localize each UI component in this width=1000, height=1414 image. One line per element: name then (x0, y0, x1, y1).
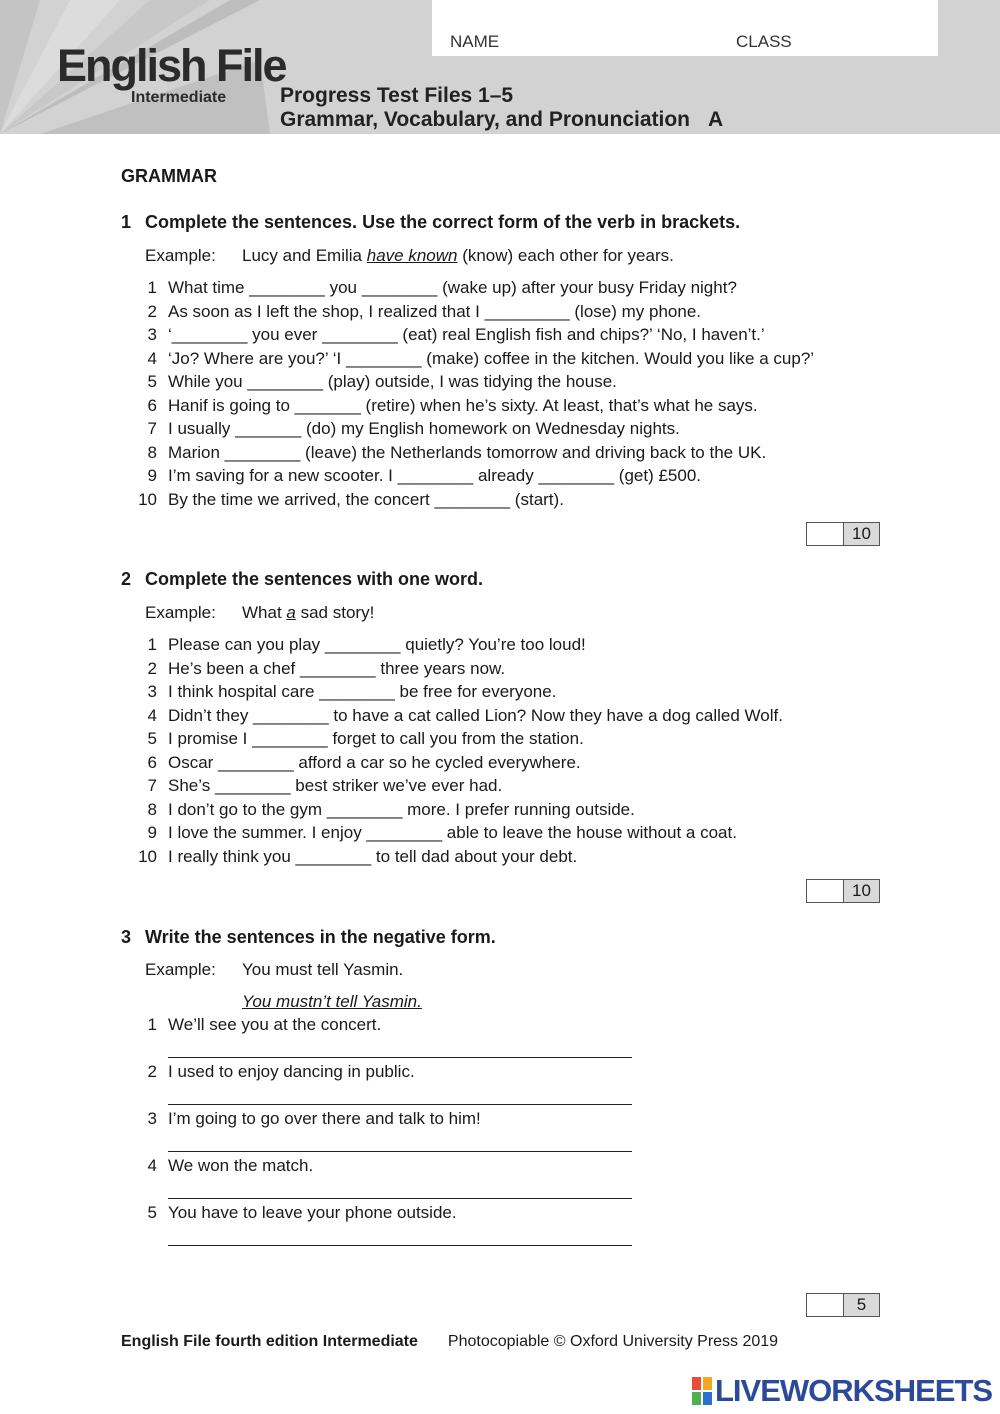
name-class-box (432, 0, 938, 56)
exercise3-title: 3 Write the sentences in the negative form. (121, 927, 496, 947)
liveworksheets-logo-icon (692, 1377, 712, 1405)
list-item: 10 By the time we arrived, the concert ________ (start). (138, 489, 564, 509)
list-item: 5 You have to leave your phone outside. (147, 1203, 457, 1222)
exercise3-example-answer: You mustn’t tell Yasmin. (242, 992, 422, 1011)
name-label: NAME (450, 32, 500, 51)
exercise3-example: Example: You must tell Yasmin. (145, 960, 404, 979)
test-title-line2: Grammar, Vocabulary, and Pronunciation A (280, 108, 724, 131)
brand-level: Intermediate (131, 89, 227, 106)
exercise2-score-box[interactable] (806, 879, 880, 903)
score-total: 10 (844, 880, 879, 902)
page-header (0, 0, 1000, 134)
list-item: 8 Marion ________ (leave) the Netherlands tomorrow and driving back to the UK. (147, 442, 767, 462)
list-item: 2 As soon as I left the shop, I realized that I _________ (lose) my phone. (147, 301, 701, 321)
list-item: 2 He’s been a chef ________ three years now. (147, 658, 506, 678)
score-blank[interactable] (807, 523, 844, 545)
exercise1-title: 1 Complete the sentences. Use the correct form of the verb in brackets. (121, 212, 741, 232)
score-total: 10 (844, 523, 879, 545)
page-footer (121, 1333, 778, 1351)
exercise1-example: Example: Lucy and Emilia have known (know) each other for years. (145, 246, 674, 265)
exercise2-example: Example: What a sad story! (145, 603, 375, 622)
list-item: 4 Didn’t they ________ to have a cat called Lion? Now they have a dog called Wolf. (147, 705, 783, 725)
exercise1-list (131, 276, 901, 511)
answer-line[interactable] (168, 1104, 632, 1105)
example-answer: a (286, 603, 296, 622)
list-item: 4 ‘Jo? Where are you?’ ‘I ________ (make) coffee in the kitchen. Would you like a cup?’ (147, 348, 815, 368)
exercise1-score-box[interactable] (806, 522, 880, 546)
list-item: 1 Please can you play ________ quietly? You’re too loud! (147, 635, 586, 654)
list-item: 8 I don’t go to the gym ________ more. I prefer running outside. (147, 799, 635, 819)
answer-line[interactable] (168, 1057, 632, 1058)
test-title (280, 84, 723, 132)
list-item: 10 I really think you ________ to tell dad about your debt. (138, 846, 578, 866)
list-item: 7 I usually _______ (do) my English homework on Wednesday nights. (147, 419, 680, 438)
class-label: CLASS (736, 32, 792, 51)
answer-line[interactable] (168, 1198, 632, 1199)
list-item: 1 We’ll see you at the concert. (147, 1015, 382, 1034)
liveworksheets-watermark (692, 1374, 992, 1408)
answer-line[interactable] (168, 1151, 632, 1152)
list-item: 1 What time ________ you ________ (wake up) after your busy Friday night? (147, 278, 737, 297)
answer-line[interactable] (168, 1245, 632, 1246)
test-title-line1: Progress Test Files 1–5 (280, 84, 514, 107)
list-item: 5 I promise I ________ forget to call you from the station. (147, 729, 584, 748)
test-version: A (708, 108, 724, 131)
score-blank[interactable] (807, 880, 844, 902)
exercise2-list (131, 633, 901, 868)
section-heading: GRAMMAR (121, 166, 217, 186)
list-item: 6 Oscar ________ afford a car so he cycled everywhere. (147, 752, 581, 772)
footer-book-title: English File fourth edition Intermediate (121, 1333, 418, 1350)
list-item: 9 I’m saving for a new scooter. I ________ already ________ (get) £500. (147, 466, 702, 485)
brand-logo: English File (57, 40, 286, 91)
footer-copyright: Photocopiable © Oxford University Press 2019 (447, 1333, 779, 1350)
exercise3-score-box[interactable] (806, 1293, 880, 1317)
list-item: 5 While you ________ (play) outside, I was tidying the house. (147, 372, 617, 391)
list-item: 3 ‘________ you ever ________ (eat) real English fish and chips?’ ‘No, I haven’t.’ (147, 325, 765, 344)
list-item: 7 She’s ________ best striker we’ve ever had. (147, 776, 503, 795)
exercise2-title: 2 Complete the sentences with one word. (121, 569, 484, 589)
list-item: 3 I think hospital care ________ be free for everyone. (147, 682, 557, 701)
list-item: 4 We won the match. (147, 1156, 314, 1175)
list-item: 6 Hanif is going to _______ (retire) when he’s sixty. At least, that’s what he says. (147, 395, 758, 415)
score-blank[interactable] (807, 1294, 844, 1316)
list-item: 9 I love the summer. I enjoy ________ able to leave the house without a coat. (147, 823, 737, 842)
liveworksheets-wordmark: LIVEWORKSHEETS (715, 1373, 993, 1408)
list-item: 3 I’m going to go over there and talk to him! (147, 1109, 481, 1128)
list-item: 2 I used to enjoy dancing in public. (147, 1062, 415, 1081)
example-answer: have known (366, 246, 458, 265)
score-total: 5 (844, 1294, 879, 1316)
